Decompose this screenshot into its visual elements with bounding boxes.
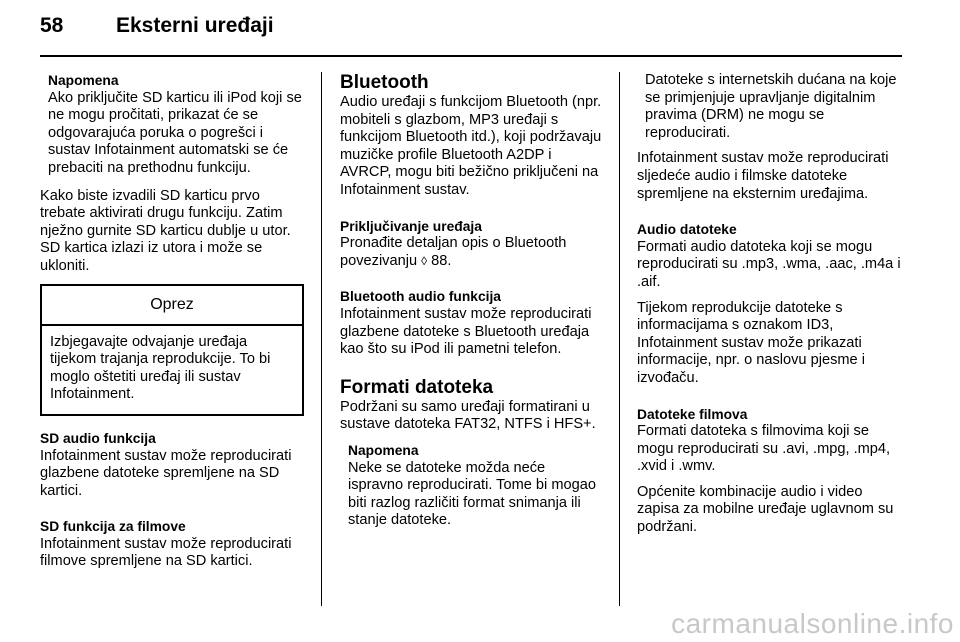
note-box-2 — [340, 442, 604, 530]
paragraph-film-formats: Formati datoteka s filmovima koji se mogu reproducirati su .avi, .mpg, .mp4, .xvid i .wmv. — [637, 423, 891, 475]
paragraph-sd-audio: Infotainment sustav može reproducirati glazbene datoteke spremljene na SD kartici. — [40, 447, 292, 499]
note-text-2: Neke se datoteke možda neće ispravno reproducirati. Tome bi mogao biti razlog različiti format snimanja ili stanje datoteke. — [348, 459, 596, 529]
paragraph-id3: Tijekom reprodukcije datoteke s informacijama s oznakom ID3, Infotainment sustav može prikazati informacije, npr. o naslovu pjesme i izvođaču. — [637, 299, 865, 386]
column-2 — [340, 72, 604, 540]
heading-bluetooth: Bluetooth — [340, 72, 429, 93]
paragraph-av-combos: Općenite kombinacije audio i video zapisa za mobilne uređaje uglavnom su podržani. — [637, 483, 894, 536]
caution-heading: Oprez — [42, 286, 302, 326]
column-3 — [637, 72, 901, 545]
paragraph-connect-device: Pronađite detaljan opis o Bluetooth povezivanju ◊ 88. — [340, 235, 567, 269]
paragraph-sd-film: Infotainment sustav može reproducirati filmove spremljene na SD kartici. — [40, 535, 292, 570]
note-text: Ako priključite SD karticu ili iPod koji se ne mogu pročitati, prikazat će se odgovarajuća poruka o pogrešci i sustav Infotainment automatski se će prebaciti na prethodnu funkciju. — [48, 89, 302, 176]
heading-bt-audio: Bluetooth audio funkcija — [340, 289, 501, 305]
paragraph-file-formats: Podržani su samo uređaji formatirani u sustave datoteka FAT32, NTFS i HFS+. — [340, 398, 596, 433]
column-1 — [40, 72, 304, 579]
heading-sd-film: SD funkcija za filmove — [40, 519, 186, 535]
heading-connect-device: Priključivanje uređaja — [340, 218, 482, 234]
header-rule — [40, 55, 902, 57]
heading-file-formats: Formati datoteka — [340, 376, 494, 398]
note-continued: Datoteke s internetskih dućana na koje se primjenjuje upravljanje digitalnim pravima (DRM) ne mogu se reproducirati. — [645, 72, 897, 141]
column-divider-2 — [619, 72, 620, 606]
paragraph-bluetooth: Audio uređaji s funkcijom Bluetooth (npr. mobiteli s glazbom, MP3 uređaji s funkcijom Bluetooth itd.), koji podržavaju muzičke profile Bluetooth A2DP i AVRCP, mogu biti bežično priključeni na Infotainment sustav. — [340, 94, 602, 198]
heading-audio-files: Audio datoteke — [637, 222, 737, 238]
paragraph-bt-audio: Infotainment sustav može reproducirati glazbene datoteke s Bluetooth uređaja kao što su iPod ili pametni telefon. — [340, 305, 592, 358]
paragraph-audio-formats: Formati audio datoteka koji se mogu reproducirati su .mp3, .wma, .aac, .m4a i .aif. — [637, 238, 901, 290]
heading-sd-audio: SD audio funkcija — [40, 430, 156, 446]
page-ref-link[interactable]: 88. — [431, 252, 452, 269]
watermark: carmanualsonline.info — [671, 608, 954, 639]
page-header — [40, 14, 902, 54]
note-heading: Napomena — [48, 73, 119, 88]
column-divider-1 — [321, 72, 322, 606]
paragraph-remove-sd: Kako biste izvadili SD karticu prvo trebate aktivirati drugu funkciju. Zatim nježno gurnite SD karticu dublje u utor. SD kartica izlazi iz utora i može se ukloniti. — [40, 187, 291, 274]
note-heading-2: Napomena — [348, 442, 419, 458]
caution-text: Izbjegavajte odvajanje uređaja tijekom trajanja reprodukcije. To bi moglo oštetiti uređaj ili sustav Infotainment. — [50, 333, 271, 403]
caution-box — [40, 284, 304, 416]
paragraph-supported-files: Infotainment sustav može reproducirati sljedeće audio i filmske datoteke spremljene na eksternim uređajima. — [637, 150, 889, 202]
page-ref-icon: ◊ — [421, 253, 428, 268]
heading-film-files: Datoteke filmova — [637, 406, 748, 422]
note-box — [40, 72, 304, 178]
page-number: 58 — [40, 14, 64, 37]
page-title: Eksterni uređaji — [116, 14, 274, 37]
